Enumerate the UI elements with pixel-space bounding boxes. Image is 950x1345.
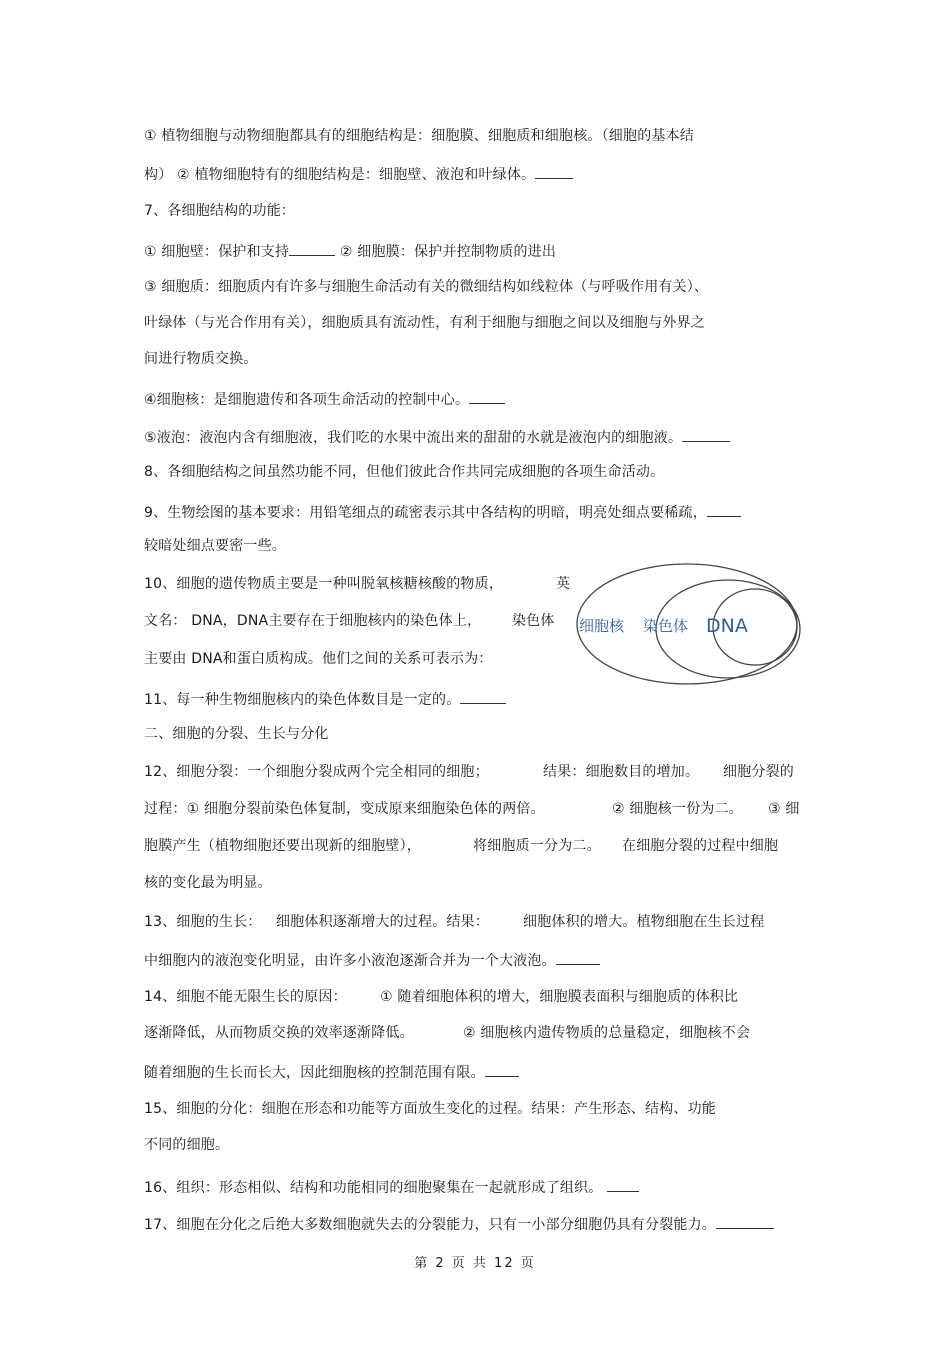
text-line: 结果：细胞数目的增加。	[543, 764, 700, 780]
text-line: 较暗处细点要密一些。	[144, 538, 286, 554]
text-line: 细胞体积逐渐增大的过程。结果：	[276, 914, 489, 930]
text-line: 叶绿体（与光合作用有关），细胞质具有流动性，有利于细胞与细胞之间以及细胞与外界之	[144, 315, 705, 331]
text-line: 文名： DNA，DNA主要存在于细胞核内的染色体上，	[144, 613, 482, 629]
text-line: 核的变化最为明显。	[144, 875, 272, 891]
text-line: ③ 细胞质：细胞质内有许多与细胞生命活动有关的微细结构如线粒体（与呼吸作用有关）、	[144, 279, 709, 295]
text-line: 染色体	[512, 613, 555, 629]
text-line: ① 随着细胞体积的增大，细胞膜表面积与细胞质的体积比	[380, 989, 739, 1005]
text-line: ② 细胞核一份为二。	[612, 801, 744, 817]
text-line: 过程：① 细胞分裂前染色体复制，变成原来细胞染色体的两倍。	[144, 801, 545, 817]
section-heading: 7、各细胞结构的功能：	[144, 203, 296, 219]
text-line: ① 细胞壁：保护和支持 ② 细胞膜：保护并控制物质的进出	[144, 239, 556, 262]
text-line: 10、细胞的遗传物质主要是一种叫脱氧核糖核酸的物质，	[144, 576, 504, 592]
text-line: 中细胞内的液泡变化明显，由许多小液泡逐渐合并为一个大液泡。	[144, 948, 600, 971]
text-line: 8、各细胞结构之间虽然功能不同，但他们彼此合作共同完成细胞的各项生命活动。	[144, 464, 665, 480]
text-line: 12、细胞分裂：一个细胞分裂成两个完全相同的细胞；	[144, 764, 489, 780]
diagram-label-chromosome: 染色体	[643, 617, 689, 635]
page-footer: 第 2 页 共 12 页	[414, 1256, 536, 1271]
text-line: 随着细胞的生长而长大，因此细胞核的控制范围有限。	[144, 1060, 519, 1083]
diagram-label-dna: DNA	[706, 615, 748, 637]
text-line: 构） ② 植物细胞特有的细胞结构是：细胞壁、液泡和叶绿体。	[144, 162, 573, 185]
text-line: ⑤液泡：液泡内含有细胞液，我们吃的水果中流出来的甜甜的水就是液泡内的细胞液。	[144, 425, 730, 448]
text-line: ① 植物细胞与动物细胞都具有的细胞结构是：细胞膜、细胞质和细胞核。（细胞的基本结	[144, 128, 694, 144]
nested-venn-diagram	[575, 560, 805, 690]
text-line: 15、细胞的分化：细胞在形态和功能等方面放生变化的过程。结果：产生形态、结构、功能	[144, 1101, 717, 1117]
text-line: 英	[556, 576, 571, 592]
text-line: 不同的细胞。	[144, 1137, 230, 1153]
text-line: 胞膜产生（植物细胞还要出现新的细胞壁），	[144, 838, 421, 854]
text-line: 17、细胞在分化之后绝大多数细胞就失去的分裂能力，只有一小部分细胞仍具有分裂能力。	[144, 1212, 774, 1235]
text-line: ④细胞核：是细胞遗传和各项生命活动的控制中心。	[144, 387, 505, 410]
text-line: ② 细胞核内遗传物质的总量稳定，细胞核不会	[463, 1025, 751, 1041]
text-line: 间进行物质交换。	[144, 351, 258, 367]
text-line: 9、生物绘图的基本要求：用铅笔细点的疏密表示其中各结构的明暗，明亮处细点要稀疏，	[144, 500, 741, 523]
text-line: 16、组织：形态相似、结构和功能相同的细胞聚集在一起就形成了组织。	[144, 1175, 639, 1198]
text-line: 11、每一种生物细胞核内的染色体数目是一定的。	[144, 687, 506, 710]
text-line: 细胞体积的增大。植物细胞在生长过程	[523, 914, 765, 930]
text-line: 13、细胞的生长：	[144, 914, 262, 930]
text-line: 细胞分裂的	[723, 764, 794, 780]
text-line: 14、细胞不能无限生长的原因：	[144, 989, 347, 1005]
text-line: 在细胞分裂的过程中细胞	[622, 838, 779, 854]
text-line: ③ 细	[768, 801, 800, 817]
diagram-label-nucleus: 细胞核	[579, 617, 625, 635]
text-line: 将细胞质一分为二。	[473, 838, 601, 854]
text-line: 主要由 DNA和蛋白质构成。他们之间的关系可表示为：	[144, 651, 493, 667]
section-heading: 二、细胞的分裂、生长与分化	[144, 726, 329, 742]
text-line: 逐渐降低，从而物质交换的效率逐渐降低。	[144, 1025, 414, 1041]
